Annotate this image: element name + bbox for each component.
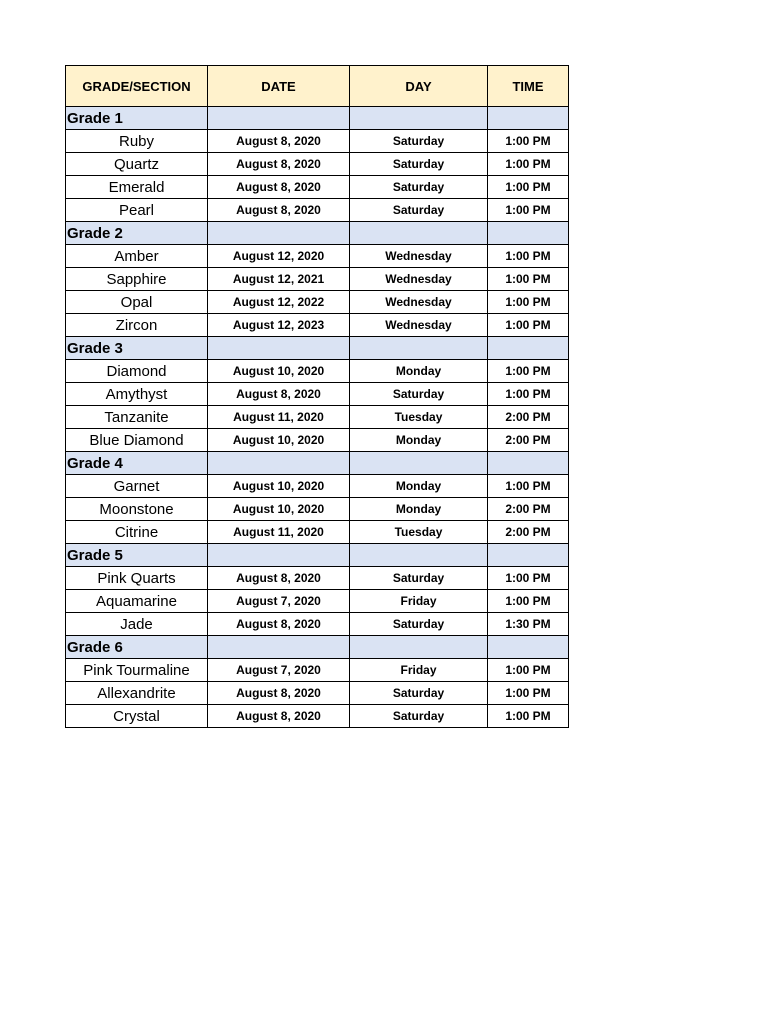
date-cell: August 8, 2020 (208, 130, 350, 153)
grade-row-empty-cell (208, 222, 350, 245)
table-row (66, 245, 569, 268)
day-cell: Tuesday (350, 406, 488, 429)
header-row (66, 66, 569, 107)
section-name: Jade (66, 613, 208, 636)
day-cell: Monday (350, 429, 488, 452)
section-name: Diamond (66, 360, 208, 383)
time-cell: 2:00 PM (488, 406, 569, 429)
time-cell: 2:00 PM (488, 429, 569, 452)
table-row (66, 613, 569, 636)
day-cell: Friday (350, 590, 488, 613)
time-cell: 1:00 PM (488, 291, 569, 314)
date-cell: August 7, 2020 (208, 659, 350, 682)
grade-row-empty-cell (208, 544, 350, 567)
day-cell: Saturday (350, 199, 488, 222)
grade-label: Grade 5 (66, 544, 208, 567)
section-name: Crystal (66, 705, 208, 728)
date-cell: August 8, 2020 (208, 705, 350, 728)
time-cell: 2:00 PM (488, 521, 569, 544)
grade-label: Grade 3 (66, 337, 208, 360)
time-cell: 1:00 PM (488, 567, 569, 590)
section-name: Sapphire (66, 268, 208, 291)
time-cell: 1:00 PM (488, 590, 569, 613)
day-cell: Monday (350, 498, 488, 521)
date-cell: August 10, 2020 (208, 360, 350, 383)
day-cell: Wednesday (350, 268, 488, 291)
grade-label: Grade 4 (66, 452, 208, 475)
day-cell: Monday (350, 360, 488, 383)
date-cell: August 8, 2020 (208, 567, 350, 590)
date-cell: August 10, 2020 (208, 429, 350, 452)
date-cell: August 11, 2020 (208, 521, 350, 544)
time-cell: 1:00 PM (488, 176, 569, 199)
time-cell: 1:00 PM (488, 475, 569, 498)
date-cell: August 8, 2020 (208, 383, 350, 406)
time-cell: 1:00 PM (488, 268, 569, 291)
time-cell: 1:30 PM (488, 613, 569, 636)
day-cell: Saturday (350, 682, 488, 705)
grade-row-empty-cell (488, 452, 569, 475)
day-cell: Friday (350, 659, 488, 682)
section-name: Tanzanite (66, 406, 208, 429)
table-row (66, 314, 569, 337)
grade-row-empty-cell (488, 544, 569, 567)
section-name: Citrine (66, 521, 208, 544)
grade-row-empty-cell (488, 107, 569, 130)
grade-label: Grade 2 (66, 222, 208, 245)
date-cell: August 10, 2020 (208, 498, 350, 521)
day-cell: Saturday (350, 176, 488, 199)
time-cell: 1:00 PM (488, 199, 569, 222)
section-name: Aquamarine (66, 590, 208, 613)
section-name: Blue Diamond (66, 429, 208, 452)
table-row (66, 153, 569, 176)
grade-row (66, 636, 569, 659)
time-cell: 1:00 PM (488, 705, 569, 728)
day-cell: Monday (350, 475, 488, 498)
grade-row-empty-cell (350, 222, 488, 245)
section-name: Opal (66, 291, 208, 314)
day-cell: Saturday (350, 130, 488, 153)
table-row (66, 199, 569, 222)
section-name: Emerald (66, 176, 208, 199)
schedule-body (66, 107, 569, 728)
table-row (66, 659, 569, 682)
time-cell: 2:00 PM (488, 498, 569, 521)
section-name: Allexandrite (66, 682, 208, 705)
section-name: Garnet (66, 475, 208, 498)
day-cell: Saturday (350, 383, 488, 406)
date-cell: August 7, 2020 (208, 590, 350, 613)
day-cell: Saturday (350, 567, 488, 590)
table-row (66, 406, 569, 429)
table-row (66, 291, 569, 314)
table-row (66, 268, 569, 291)
section-name: Quartz (66, 153, 208, 176)
grade-row-empty-cell (488, 337, 569, 360)
grade-row-empty-cell (208, 337, 350, 360)
date-cell: August 8, 2020 (208, 682, 350, 705)
date-cell: August 11, 2020 (208, 406, 350, 429)
section-name: Amythyst (66, 383, 208, 406)
header-grade-section: GRADE/SECTION (66, 66, 208, 107)
table-row (66, 705, 569, 728)
day-cell: Saturday (350, 705, 488, 728)
date-cell: August 8, 2020 (208, 199, 350, 222)
date-cell: August 12, 2023 (208, 314, 350, 337)
grade-row (66, 107, 569, 130)
header-date: DATE (208, 66, 350, 107)
table-row (66, 682, 569, 705)
grade-row-empty-cell (488, 222, 569, 245)
table-row (66, 521, 569, 544)
grade-row-empty-cell (350, 337, 488, 360)
grade-row-empty-cell (488, 636, 569, 659)
date-cell: August 12, 2022 (208, 291, 350, 314)
time-cell: 1:00 PM (488, 153, 569, 176)
table-row (66, 498, 569, 521)
section-name: Pink Tourmaline (66, 659, 208, 682)
grade-label: Grade 6 (66, 636, 208, 659)
date-cell: August 12, 2020 (208, 245, 350, 268)
grade-row-empty-cell (350, 452, 488, 475)
section-name: Pink Quarts (66, 567, 208, 590)
time-cell: 1:00 PM (488, 682, 569, 705)
table-row (66, 475, 569, 498)
day-cell: Tuesday (350, 521, 488, 544)
time-cell: 1:00 PM (488, 360, 569, 383)
grade-row-empty-cell (208, 107, 350, 130)
grade-row-empty-cell (208, 636, 350, 659)
day-cell: Wednesday (350, 291, 488, 314)
table-row (66, 130, 569, 153)
date-cell: August 10, 2020 (208, 475, 350, 498)
day-cell: Wednesday (350, 245, 488, 268)
schedule-table (65, 65, 569, 728)
section-name: Zircon (66, 314, 208, 337)
grade-label: Grade 1 (66, 107, 208, 130)
grade-row (66, 544, 569, 567)
grade-row-empty-cell (350, 636, 488, 659)
day-cell: Saturday (350, 153, 488, 176)
table-row (66, 176, 569, 199)
table-row (66, 590, 569, 613)
day-cell: Saturday (350, 613, 488, 636)
table-row (66, 383, 569, 406)
time-cell: 1:00 PM (488, 383, 569, 406)
time-cell: 1:00 PM (488, 245, 569, 268)
grade-row-empty-cell (208, 452, 350, 475)
time-cell: 1:00 PM (488, 314, 569, 337)
header-day: DAY (350, 66, 488, 107)
day-cell: Wednesday (350, 314, 488, 337)
grade-row (66, 337, 569, 360)
date-cell: August 8, 2020 (208, 153, 350, 176)
date-cell: August 8, 2020 (208, 176, 350, 199)
section-name: Moonstone (66, 498, 208, 521)
time-cell: 1:00 PM (488, 659, 569, 682)
table-row (66, 360, 569, 383)
date-cell: August 12, 2021 (208, 268, 350, 291)
table-row (66, 567, 569, 590)
table-row (66, 429, 569, 452)
date-cell: August 8, 2020 (208, 613, 350, 636)
section-name: Pearl (66, 199, 208, 222)
grade-row-empty-cell (350, 107, 488, 130)
header-time: TIME (488, 66, 569, 107)
grade-row (66, 452, 569, 475)
section-name: Amber (66, 245, 208, 268)
section-name: Ruby (66, 130, 208, 153)
grade-row-empty-cell (350, 544, 488, 567)
grade-row (66, 222, 569, 245)
time-cell: 1:00 PM (488, 130, 569, 153)
